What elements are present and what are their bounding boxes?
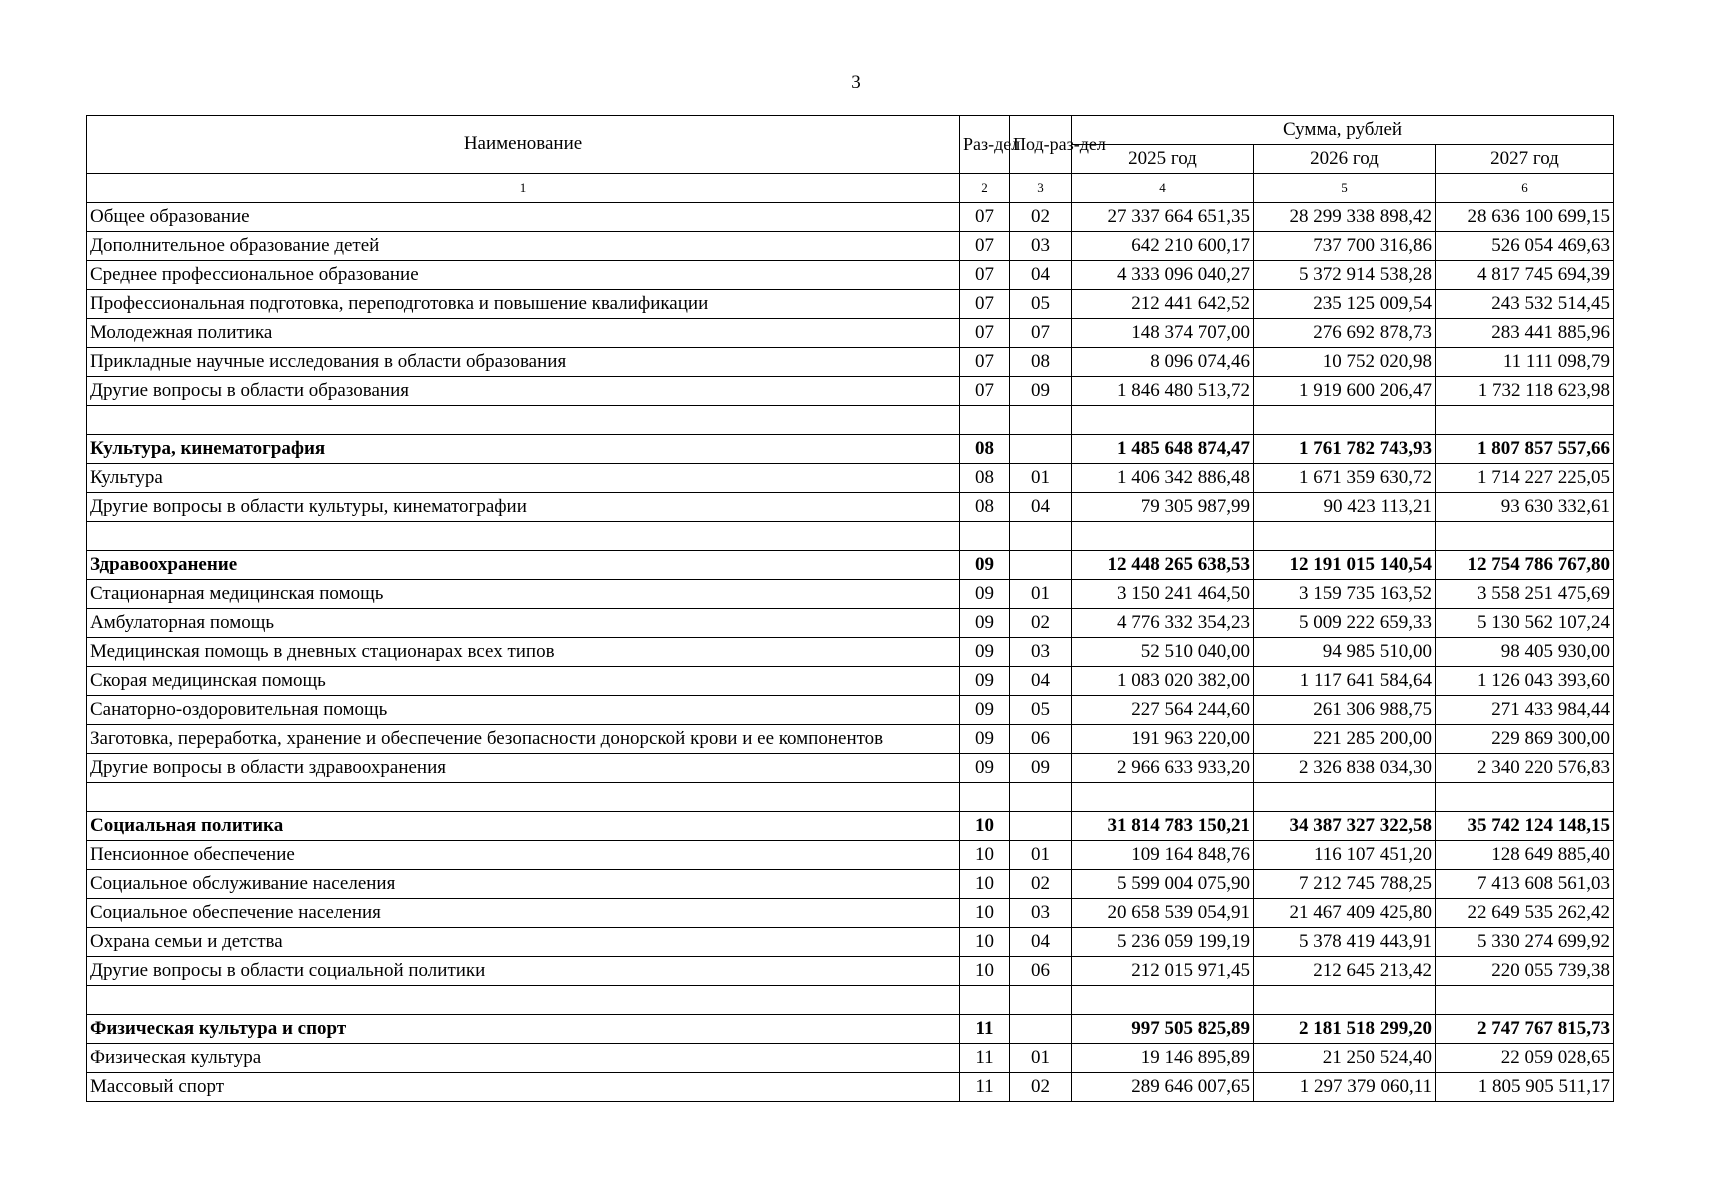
- row-value-2025: 31 814 783 150,21: [1072, 812, 1254, 841]
- row-razdel: 11: [960, 1073, 1010, 1102]
- empty-cell: [960, 783, 1010, 812]
- row-name: Среднее профессиональное образование: [87, 261, 960, 290]
- row-razdel: 07: [960, 377, 1010, 406]
- row-podrazdel: 09: [1010, 377, 1072, 406]
- row-name: Другие вопросы в области культуры, кинематографии: [87, 493, 960, 522]
- row-name: Прикладные научные исследования в области образования: [87, 348, 960, 377]
- row-value-2027: 7 413 608 561,03: [1436, 870, 1614, 899]
- row-value-2027: 2 747 767 815,73: [1436, 1015, 1614, 1044]
- column-number: 1: [87, 174, 960, 203]
- row-value-2025: 642 210 600,17: [1072, 232, 1254, 261]
- row-value-2026: 10 752 020,98: [1254, 348, 1436, 377]
- row-razdel: 09: [960, 754, 1010, 783]
- row-value-2026: 5 372 914 538,28: [1254, 261, 1436, 290]
- table-row: [87, 754, 1614, 783]
- section-total-row: [87, 435, 1614, 464]
- row-podrazdel: 06: [1010, 957, 1072, 986]
- row-value-2025: 4 776 332 354,23: [1072, 609, 1254, 638]
- row-podrazdel: 03: [1010, 638, 1072, 667]
- empty-cell: [1436, 783, 1614, 812]
- row-value-2025: 5 599 004 075,90: [1072, 870, 1254, 899]
- row-value-2026: 1 919 600 206,47: [1254, 377, 1436, 406]
- row-name: Культура: [87, 464, 960, 493]
- row-value-2025: 19 146 895,89: [1072, 1044, 1254, 1073]
- row-razdel: 07: [960, 232, 1010, 261]
- table-row: [87, 928, 1614, 957]
- row-value-2027: 22 059 028,65: [1436, 1044, 1614, 1073]
- row-name: Другие вопросы в области социальной политики: [87, 957, 960, 986]
- empty-cell: [1436, 986, 1614, 1015]
- row-podrazdel: 01: [1010, 1044, 1072, 1073]
- page-number: 3: [851, 72, 861, 93]
- row-podrazdel: 03: [1010, 232, 1072, 261]
- row-value-2027: 12 754 786 767,80: [1436, 551, 1614, 580]
- table-row: [87, 464, 1614, 493]
- row-value-2026: 116 107 451,20: [1254, 841, 1436, 870]
- row-name: Амбулаторная помощь: [87, 609, 960, 638]
- row-name: Физическая культура и спорт: [87, 1015, 960, 1044]
- section-total-row: [87, 812, 1614, 841]
- row-value-2027: 93 630 332,61: [1436, 493, 1614, 522]
- row-name: Массовый спорт: [87, 1073, 960, 1102]
- empty-cell: [1072, 783, 1254, 812]
- row-value-2025: 5 236 059 199,19: [1072, 928, 1254, 957]
- row-value-2025: 2 966 633 933,20: [1072, 754, 1254, 783]
- row-razdel: 07: [960, 203, 1010, 232]
- header-podrazdel: Под-раз-дел: [1010, 116, 1072, 174]
- row-razdel: 10: [960, 957, 1010, 986]
- row-name: Профессиональная подготовка, переподготовка и повышение квалификации: [87, 290, 960, 319]
- empty-cell: [1254, 783, 1436, 812]
- row-value-2027: 4 817 745 694,39: [1436, 261, 1614, 290]
- table-row: [87, 377, 1614, 406]
- empty-cell: [1254, 986, 1436, 1015]
- row-value-2026: 221 285 200,00: [1254, 725, 1436, 754]
- row-podrazdel: 01: [1010, 580, 1072, 609]
- row-value-2027: 5 330 274 699,92: [1436, 928, 1614, 957]
- row-razdel: 07: [960, 348, 1010, 377]
- row-value-2026: 28 299 338 898,42: [1254, 203, 1436, 232]
- row-razdel: 11: [960, 1015, 1010, 1044]
- row-podrazdel: 05: [1010, 290, 1072, 319]
- table-header: [87, 116, 1614, 203]
- row-name: Другие вопросы в области здравоохранения: [87, 754, 960, 783]
- row-value-2026: 1 297 379 060,11: [1254, 1073, 1436, 1102]
- empty-cell: [960, 986, 1010, 1015]
- row-value-2025: 997 505 825,89: [1072, 1015, 1254, 1044]
- budget-table: [86, 115, 1614, 1102]
- section-total-row: [87, 551, 1614, 580]
- row-razdel: 10: [960, 812, 1010, 841]
- row-podrazdel: 02: [1010, 870, 1072, 899]
- row-value-2027: 35 742 124 148,15: [1436, 812, 1614, 841]
- row-value-2026: 212 645 213,42: [1254, 957, 1436, 986]
- row-razdel: 09: [960, 580, 1010, 609]
- empty-cell: [1436, 522, 1614, 551]
- row-podrazdel: 04: [1010, 667, 1072, 696]
- row-value-2025: 4 333 096 040,27: [1072, 261, 1254, 290]
- row-value-2026: 34 387 327 322,58: [1254, 812, 1436, 841]
- empty-cell: [87, 406, 960, 435]
- row-razdel: 08: [960, 435, 1010, 464]
- blank-row: [87, 783, 1614, 812]
- row-name: Социальное обслуживание населения: [87, 870, 960, 899]
- row-value-2027: 5 130 562 107,24: [1436, 609, 1614, 638]
- row-value-2027: 98 405 930,00: [1436, 638, 1614, 667]
- row-razdel: 09: [960, 667, 1010, 696]
- row-value-2025: 27 337 664 651,35: [1072, 203, 1254, 232]
- row-podrazdel: [1010, 551, 1072, 580]
- row-name: Стационарная медицинская помощь: [87, 580, 960, 609]
- table-row: [87, 319, 1614, 348]
- row-razdel: 09: [960, 551, 1010, 580]
- row-value-2026: 1 761 782 743,93: [1254, 435, 1436, 464]
- table-row: [87, 1044, 1614, 1073]
- empty-cell: [1072, 986, 1254, 1015]
- row-value-2026: 1 671 359 630,72: [1254, 464, 1436, 493]
- row-name: Скорая медицинская помощь: [87, 667, 960, 696]
- row-podrazdel: [1010, 1015, 1072, 1044]
- row-value-2025: 20 658 539 054,91: [1072, 899, 1254, 928]
- table-row: [87, 232, 1614, 261]
- row-value-2027: 11 111 098,79: [1436, 348, 1614, 377]
- row-value-2025: 8 096 074,46: [1072, 348, 1254, 377]
- row-value-2027: 1 807 857 557,66: [1436, 435, 1614, 464]
- table-row: [87, 870, 1614, 899]
- column-number: 6: [1436, 174, 1614, 203]
- header-year-2027: 2027 год: [1436, 145, 1614, 174]
- row-value-2027: 128 649 885,40: [1436, 841, 1614, 870]
- row-name: Медицинская помощь в дневных стационарах всех типов: [87, 638, 960, 667]
- row-razdel: 10: [960, 870, 1010, 899]
- empty-cell: [87, 986, 960, 1015]
- table-row: [87, 580, 1614, 609]
- row-razdel: 09: [960, 696, 1010, 725]
- table-row: [87, 1073, 1614, 1102]
- row-value-2026: 235 125 009,54: [1254, 290, 1436, 319]
- row-value-2026: 5 378 419 443,91: [1254, 928, 1436, 957]
- empty-cell: [1254, 522, 1436, 551]
- row-value-2027: 243 532 514,45: [1436, 290, 1614, 319]
- row-value-2027: 229 869 300,00: [1436, 725, 1614, 754]
- header-sum: Сумма, рублей: [1072, 116, 1614, 145]
- row-razdel: 09: [960, 609, 1010, 638]
- empty-cell: [87, 522, 960, 551]
- empty-cell: [960, 522, 1010, 551]
- row-value-2026: 261 306 988,75: [1254, 696, 1436, 725]
- table-row: [87, 290, 1614, 319]
- row-razdel: 10: [960, 841, 1010, 870]
- row-value-2025: 227 564 244,60: [1072, 696, 1254, 725]
- row-value-2026: 12 191 015 140,54: [1254, 551, 1436, 580]
- row-razdel: 08: [960, 493, 1010, 522]
- row-value-2026: 276 692 878,73: [1254, 319, 1436, 348]
- header-year-2026: 2026 год: [1254, 145, 1436, 174]
- table-row: [87, 261, 1614, 290]
- row-razdel: 07: [960, 290, 1010, 319]
- row-razdel: 11: [960, 1044, 1010, 1073]
- empty-cell: [1010, 406, 1072, 435]
- row-podrazdel: 03: [1010, 899, 1072, 928]
- row-podrazdel: 01: [1010, 841, 1072, 870]
- row-podrazdel: [1010, 812, 1072, 841]
- table-row: [87, 203, 1614, 232]
- row-podrazdel: 06: [1010, 725, 1072, 754]
- row-value-2025: 1 083 020 382,00: [1072, 667, 1254, 696]
- row-podrazdel: 02: [1010, 203, 1072, 232]
- row-name: Охрана семьи и детства: [87, 928, 960, 957]
- row-name: Социальная политика: [87, 812, 960, 841]
- row-value-2025: 12 448 265 638,53: [1072, 551, 1254, 580]
- empty-cell: [960, 406, 1010, 435]
- row-name: Другие вопросы в области образования: [87, 377, 960, 406]
- row-value-2026: 5 009 222 659,33: [1254, 609, 1436, 638]
- row-value-2025: 1 485 648 874,47: [1072, 435, 1254, 464]
- column-number: 3: [1010, 174, 1072, 203]
- empty-cell: [1072, 406, 1254, 435]
- header-year-2025: 2025 год: [1072, 145, 1254, 174]
- row-name: Социальное обеспечение населения: [87, 899, 960, 928]
- column-number: 5: [1254, 174, 1436, 203]
- row-podrazdel: 04: [1010, 493, 1072, 522]
- table-row: [87, 696, 1614, 725]
- section-total-row: [87, 1015, 1614, 1044]
- row-razdel: 10: [960, 928, 1010, 957]
- table-row: [87, 957, 1614, 986]
- row-podrazdel: 05: [1010, 696, 1072, 725]
- empty-cell: [1072, 522, 1254, 551]
- row-value-2025: 212 441 642,52: [1072, 290, 1254, 319]
- row-value-2026: 2 326 838 034,30: [1254, 754, 1436, 783]
- row-name: Здравоохранение: [87, 551, 960, 580]
- table-row: [87, 609, 1614, 638]
- row-razdel: 10: [960, 899, 1010, 928]
- row-value-2027: 2 340 220 576,83: [1436, 754, 1614, 783]
- row-value-2026: 1 117 641 584,64: [1254, 667, 1436, 696]
- row-value-2025: 212 015 971,45: [1072, 957, 1254, 986]
- header-name: Наименование: [87, 116, 960, 174]
- row-value-2027: 526 054 469,63: [1436, 232, 1614, 261]
- row-value-2025: 52 510 040,00: [1072, 638, 1254, 667]
- row-value-2027: 1 714 227 225,05: [1436, 464, 1614, 493]
- row-value-2026: 737 700 316,86: [1254, 232, 1436, 261]
- row-podrazdel: 04: [1010, 928, 1072, 957]
- empty-cell: [87, 783, 960, 812]
- row-podrazdel: 02: [1010, 1073, 1072, 1102]
- row-value-2027: 1 732 118 623,98: [1436, 377, 1614, 406]
- row-value-2025: 1 406 342 886,48: [1072, 464, 1254, 493]
- row-value-2025: 109 164 848,76: [1072, 841, 1254, 870]
- header-razdel: Раз-дел: [960, 116, 1010, 174]
- row-value-2025: 1 846 480 513,72: [1072, 377, 1254, 406]
- table-row: [87, 725, 1614, 754]
- row-name: Культура, кинематография: [87, 435, 960, 464]
- table-row: [87, 348, 1614, 377]
- table-row: [87, 493, 1614, 522]
- row-value-2027: 1 126 043 393,60: [1436, 667, 1614, 696]
- table-row: [87, 667, 1614, 696]
- row-podrazdel: 01: [1010, 464, 1072, 493]
- row-razdel: 07: [960, 319, 1010, 348]
- row-value-2027: 283 441 885,96: [1436, 319, 1614, 348]
- row-name: Молодежная политика: [87, 319, 960, 348]
- row-name: Общее образование: [87, 203, 960, 232]
- row-value-2026: 3 159 735 163,52: [1254, 580, 1436, 609]
- column-number: 4: [1072, 174, 1254, 203]
- row-razdel: 08: [960, 464, 1010, 493]
- row-value-2026: 2 181 518 299,20: [1254, 1015, 1436, 1044]
- row-name: Заготовка, переработка, хранение и обеспечение безопасности донорской крови и ее компонентов: [87, 725, 960, 754]
- column-number-row: [87, 174, 1614, 203]
- column-number: 2: [960, 174, 1010, 203]
- row-value-2026: 21 467 409 425,80: [1254, 899, 1436, 928]
- row-name: Дополнительное образование детей: [87, 232, 960, 261]
- row-name: Пенсионное обеспечение: [87, 841, 960, 870]
- row-value-2026: 7 212 745 788,25: [1254, 870, 1436, 899]
- row-value-2026: 90 423 113,21: [1254, 493, 1436, 522]
- row-podrazdel: [1010, 435, 1072, 464]
- row-value-2027: 22 649 535 262,42: [1436, 899, 1614, 928]
- row-value-2027: 1 805 905 511,17: [1436, 1073, 1614, 1102]
- row-razdel: 09: [960, 725, 1010, 754]
- blank-row: [87, 522, 1614, 551]
- empty-cell: [1010, 522, 1072, 551]
- row-razdel: 09: [960, 638, 1010, 667]
- row-value-2025: 289 646 007,65: [1072, 1073, 1254, 1102]
- table-row: [87, 899, 1614, 928]
- row-value-2026: 21 250 524,40: [1254, 1044, 1436, 1073]
- empty-cell: [1010, 783, 1072, 812]
- row-podrazdel: 02: [1010, 609, 1072, 638]
- empty-cell: [1010, 986, 1072, 1015]
- table-row: [87, 638, 1614, 667]
- row-value-2027: 271 433 984,44: [1436, 696, 1614, 725]
- row-razdel: 07: [960, 261, 1010, 290]
- row-value-2025: 191 963 220,00: [1072, 725, 1254, 754]
- blank-row: [87, 406, 1614, 435]
- row-value-2027: 220 055 739,38: [1436, 957, 1614, 986]
- empty-cell: [1254, 406, 1436, 435]
- row-name: Физическая культура: [87, 1044, 960, 1073]
- row-podrazdel: 07: [1010, 319, 1072, 348]
- row-value-2025: 148 374 707,00: [1072, 319, 1254, 348]
- row-value-2027: 28 636 100 699,15: [1436, 203, 1614, 232]
- empty-cell: [1436, 406, 1614, 435]
- row-name: Санаторно-оздоровительная помощь: [87, 696, 960, 725]
- row-value-2025: 79 305 987,99: [1072, 493, 1254, 522]
- row-podrazdel: 09: [1010, 754, 1072, 783]
- row-value-2026: 94 985 510,00: [1254, 638, 1436, 667]
- row-podrazdel: 08: [1010, 348, 1072, 377]
- row-value-2027: 3 558 251 475,69: [1436, 580, 1614, 609]
- table-body: [87, 203, 1614, 1102]
- row-podrazdel: 04: [1010, 261, 1072, 290]
- table-row: [87, 841, 1614, 870]
- row-value-2025: 3 150 241 464,50: [1072, 580, 1254, 609]
- blank-row: [87, 986, 1614, 1015]
